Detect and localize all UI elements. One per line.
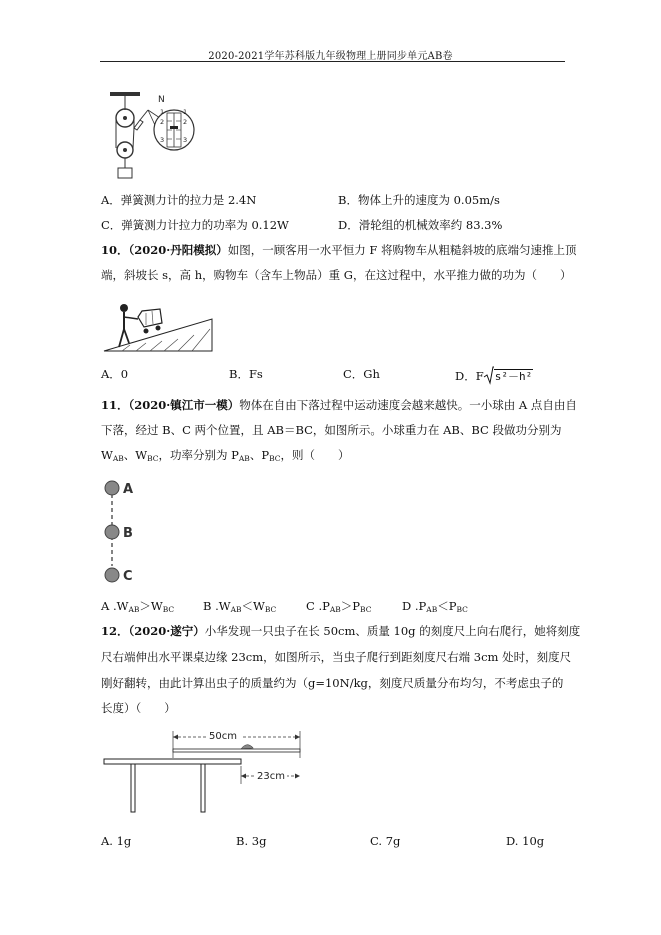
q10-stem-line1: 10．（2020·丹阳模拟）如图，一顾客用一水平恒力 F 将购物车从粗糙斜坡的底端匀速推上顶 — [101, 243, 577, 257]
scale-pointer — [170, 126, 178, 129]
overhang-label: 23cm — [257, 771, 285, 782]
q11-option-a: A $.W_{AB}>W_{BC}$ — [101, 599, 175, 614]
q12-number: 12．（2020·遂宁） — [101, 624, 205, 638]
q12-stem-line1: 12．（2020·遂宁）小华发现一只虫子在长 50cm、质量 10g 的刻度尺上向右爬行，她将刻度 — [101, 624, 581, 638]
q10-option-a: A．0 — [101, 367, 129, 381]
load-block — [118, 168, 132, 178]
q11-option-b: B $.W_{AB}<W_{BC}$ — [203, 599, 277, 614]
table-leg-right — [201, 764, 205, 812]
q9-pulley-figure — [104, 88, 214, 188]
svg-text:3: 3 — [183, 136, 188, 144]
table-leg-left — [131, 764, 135, 812]
page-header-title: 2020-2021学年苏科版九年级物理上册同步单元AB卷 — [208, 51, 453, 62]
q11-stem-line1: 11．（2020·镇江市一模）物体在自由下落过程中运动速度会越来越快。一小球由 A 点自由自 — [101, 398, 577, 412]
svg-text:1: 1 — [160, 108, 165, 116]
q11-number: 11．（2020·镇江市一模） — [101, 398, 240, 412]
ball-b — [105, 525, 119, 539]
q12-option-a: A. 1g — [101, 834, 132, 848]
svg-text:2: 2 — [183, 118, 188, 126]
q10-option-d: D．F s²－h² — [455, 366, 533, 385]
q12-stem-line3: 刚好翻转，由此计算出虫子的质量约为（g=10N/kg，刻度尺质量分布均匀，不考虑虫子的 — [101, 676, 564, 690]
ceiling-bar — [110, 92, 140, 96]
q11-option-c: C $.P_{AB}>P_{BC}$ — [306, 599, 372, 614]
sqrt-radical-icon — [484, 366, 494, 384]
q9-option-a: A．弹簧测力计的拉力是 2.4N — [101, 193, 257, 207]
person-head — [120, 304, 128, 312]
table-top — [104, 759, 241, 764]
q9-option-b: B．物体上升的速度为 0.05m/s — [338, 193, 500, 207]
label-a: A — [123, 482, 134, 497]
header-divider — [100, 61, 565, 62]
svg-text:1: 1 — [183, 108, 188, 116]
q9-option-c: C．弹簧测力计拉力的功率为 0.12W — [101, 218, 289, 232]
ruler — [173, 749, 300, 752]
sqrt-content: s²－h² — [494, 370, 533, 383]
svg-text:3: 3 — [160, 136, 165, 144]
q11-option-d: D $.P_{AB}<P_{BC}$ — [402, 599, 468, 614]
q10-number: 10．（2020·丹阳模拟） — [101, 243, 228, 257]
q12-option-b: B. 3g — [236, 834, 267, 848]
scale-unit-label: N — [158, 95, 165, 105]
label-c: C — [123, 569, 133, 584]
q12-ruler-table-figure — [103, 728, 303, 818]
shopping-cart — [138, 309, 162, 327]
q11-stem-line3: $W_{AB}$、$W_{BC}$，功率分别为 $P_{AB}$、$P_{BC}$，则（ ） — [101, 448, 350, 463]
q12-option-c: C. 7g — [370, 834, 401, 848]
q11-falling-ball-figure — [102, 476, 142, 586]
q10-option-b: B．Fs — [229, 367, 263, 381]
q10-option-c: C．Gh — [343, 367, 380, 381]
svg-text:2: 2 — [160, 118, 165, 126]
q12-stem-line4: 长度）（ ） — [101, 701, 176, 715]
q9-option-d: D．滑轮组的机械效率约 83.3% — [338, 218, 503, 232]
label-b: B — [123, 526, 133, 541]
bug-icon — [241, 745, 253, 749]
ball-c — [105, 568, 119, 582]
ruler-length-label: 50cm — [209, 731, 237, 742]
q11-stem-line2: 下落，经过 B、C 两个位置，且 AB＝BC，如图所示。小球重力在 AB、BC 段做功分别为 — [101, 423, 562, 437]
q12-stem-line2: 尺右端伸出水平课桌边缘 23cm，如图所示，当虫子爬行到距刻度尺右端 3cm 处时，刻度尺 — [101, 650, 572, 664]
q10-stem-line2: 端，斜坡长 s，高 h，购物车（含车上物品）重 G，在这过程中，水平推力做的功为（ ） — [101, 268, 572, 282]
q12-option-d: D. 10g — [506, 834, 545, 848]
ball-a — [105, 481, 119, 495]
q10-slope-figure — [102, 297, 217, 355]
spring-scale — [134, 120, 143, 130]
